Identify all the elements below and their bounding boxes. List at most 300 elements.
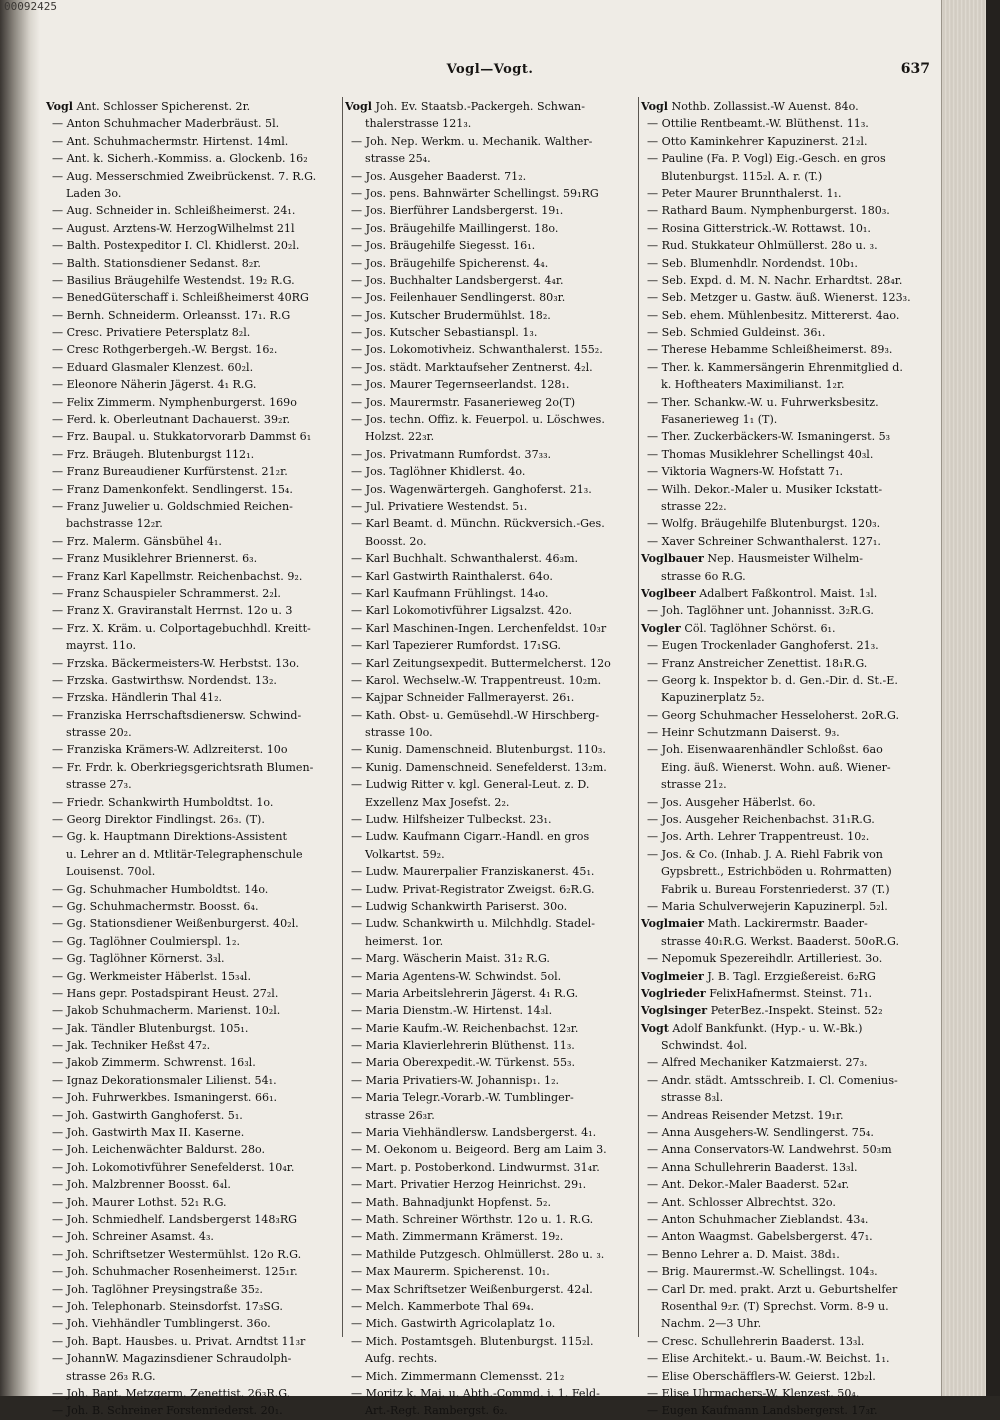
entry-text: Maria Schulverwejerin Kapuzinerpl. 5₂l. [661, 899, 888, 913]
entry-text: Ludw. Hilfsheizer Tulbeckst. 23₁. [365, 813, 552, 827]
entry-text: Rosina Gitterstrick.-W. Rottawst. 10₁. [661, 221, 871, 235]
entry-text: Joh. Viehhändler Tumblingerst. 36o. [66, 1317, 271, 1331]
directory-entry [46, 307, 336, 324]
directory-entry [345, 133, 635, 150]
entry-text: Jos. Buchhalter Landsbergerst. 4₄r. [365, 273, 564, 287]
entry-text: Melch. Kammerbote Thal 69₄. [365, 1299, 534, 1313]
directory-entry [345, 1246, 635, 1263]
entry-text: Schwindst. 4ol. [661, 1039, 748, 1053]
directory-entry [345, 985, 635, 1002]
directory-entry [345, 550, 635, 567]
entry-text: Ludw. Kaufmann Cigarr.-Handl. en gros [365, 830, 590, 844]
directory-entry [641, 237, 931, 254]
entry-text: mayrst. 11o. [66, 639, 137, 653]
entry-text: Jos. Ausgeher Reichenbachst. 31₁R.G. [661, 813, 875, 827]
entry-text: Jos. Privatmann Rumfordst. 37₃₃. [365, 447, 552, 461]
directory-entry [345, 759, 635, 776]
entry-text: Ludw. Maurerpalier Franziskanerst. 45₁. [365, 865, 595, 879]
entry-text: Fr. Frdr. k. Oberkriegsgerichtsrath Blumen- [66, 760, 314, 774]
entry-text: Jos. Lokomotivheiz. Schwanthalerst. 155₂. [365, 343, 603, 357]
entry-text: Seb. Metzger u. Gastw. äuß. Wienerst. 123₃. [661, 291, 911, 305]
entry-text: Xaver Schreiner Schwanthalerst. 127₁. [661, 534, 881, 548]
entry-text: Exzellenz Max Josefst. 2₂. [365, 795, 510, 809]
entry-text: Max Maurerm. Spicherenst. 10₁. [365, 1265, 550, 1279]
entry-text: Elise Architekt.- u. Baum.-W. Beichst. 1₁. [661, 1352, 890, 1366]
entry-text: strasse 10o. [365, 726, 433, 740]
directory-entry [345, 776, 635, 793]
entry-continuation [46, 863, 336, 880]
directory-entry [46, 950, 336, 967]
entry-text: Ludwig Ritter v. kgl. General-Leut. z. D. [365, 778, 590, 792]
directory-entry [641, 481, 931, 498]
directory-entry [345, 637, 635, 654]
entry-text: Rathard Baum. Nymphenburgerst. 180₃. [661, 204, 890, 218]
directory-entry [641, 1350, 931, 1367]
entry-text: Cresc Rothgerbergeh.-W. Bergst. 16₂. [66, 343, 278, 357]
entry-text: Seb. ehem. Mühlenbesitz. Mittererst. 4ao. [661, 308, 900, 322]
directory-entry [345, 1089, 635, 1106]
entry-text: Joh. Schmiedhelf. Landsbergerst 148₃RG [66, 1213, 298, 1226]
entry-text: Joh. Ev. Staatsb.-Packergeh. Schwan- [375, 100, 585, 113]
entry-text: Ant. Schlosser Albrechtst. 32o. [661, 1195, 836, 1209]
entry-text: Franz Anstreicher Zenettist. 18₁R.G. [661, 656, 868, 670]
entry-text: Ther. k. Kammersängerin Ehrenmitglied d. [661, 360, 903, 374]
entry-text: Jos. Bräugehilfe Spicherenst. 4₄. [365, 256, 549, 270]
entry-surname: Voglrieder [641, 986, 706, 1000]
directory-entry [345, 463, 635, 480]
directory-entry [345, 898, 635, 915]
directory-entry [46, 1054, 336, 1071]
directory-entry [641, 1263, 931, 1280]
directory-entry [46, 550, 336, 567]
entry-text: Marg. Wäscherin Maist. 31₂ R.G. [365, 952, 550, 966]
entry-text: Karol. Wechselw.-W. Trappentreust. 10₂m. [365, 673, 602, 687]
directory-entry [345, 950, 635, 967]
directory-entry [641, 550, 931, 567]
directory-entry [345, 1176, 635, 1193]
entry-surname: Voglbeer [641, 586, 696, 600]
directory-entry [345, 689, 635, 706]
directory-entry [345, 411, 635, 428]
directory-entry [46, 1194, 336, 1211]
entry-surname: Voglmeier [641, 969, 704, 983]
entry-continuation [46, 637, 336, 654]
directory-entry [641, 220, 931, 237]
directory-entry [46, 759, 336, 776]
entry-text: Bernh. Schneiderm. Orleansst. 17₁. R.G [66, 308, 291, 322]
entry-text: Joh. Schuhmacher Rosenheimerst. 125₁r. [66, 1265, 298, 1279]
directory-entry [345, 1298, 635, 1315]
directory-entry [345, 341, 635, 358]
directory-entry [46, 1107, 336, 1124]
directory-entry [345, 324, 635, 341]
directory-entry [46, 1350, 336, 1367]
directory-entry [345, 741, 635, 758]
directory-entry [46, 376, 336, 393]
directory-entry [345, 1002, 635, 1019]
entry-text: Math. Schreiner Wörthstr. 12o u. 1. R.G. [365, 1213, 594, 1226]
directory-entry [345, 585, 635, 602]
directory-entry [345, 1263, 635, 1280]
directory-entry [345, 602, 635, 619]
directory-entry [46, 1089, 336, 1106]
entry-text: strasse 21₂. [661, 778, 727, 792]
directory-entry [641, 741, 931, 758]
entry-text: Seb. Schmied Guldeinst. 36₁. [661, 326, 826, 340]
directory-entry [641, 898, 931, 915]
entry-text: Anton Schuhmacher Maderbräust. 5l. [66, 117, 280, 131]
entry-text: Joh. Maurer Lothst. 52₁ R.G. [66, 1195, 227, 1209]
entry-text: heimerst. 1or. [365, 934, 444, 948]
entry-text: Mart. Privatier Herzog Heinrichst. 29₁. [365, 1178, 587, 1192]
directory-entry [46, 115, 336, 132]
directory-entry [641, 1176, 931, 1193]
entry-text: Franziska Herrschaftsdienersw. Schwind- [66, 708, 302, 722]
directory-entry [641, 515, 931, 532]
entry-text: Franz Damenkonfekt. Sendlingerst. 15₄. [66, 482, 293, 496]
entry-text: Holzst. 22₃r. [365, 430, 435, 444]
directory-entry [46, 1281, 336, 1298]
entry-continuation [46, 185, 336, 202]
page-header [40, 62, 940, 86]
directory-entry [46, 1176, 336, 1193]
directory-entry [641, 620, 931, 637]
entry-text: Joh. Eisenwaarenhändler Schloßst. 6ao [661, 743, 883, 757]
entry-text: Mich. Zimmermann Clemensst. 21₂ [365, 1369, 565, 1383]
directory-entry [345, 1141, 635, 1158]
entry-text: strasse 27₃. [66, 778, 132, 792]
directory-entry [46, 1402, 336, 1419]
entry-text: strasse 26₃r. [365, 1108, 435, 1122]
entry-text: Rosenthal 9₂r. (T) Sprechst. Vorm. 8-9 u. [661, 1299, 889, 1313]
directory-entry [46, 794, 336, 811]
directory-entry [345, 185, 635, 202]
entry-text: Frzska. Gastwirthsw. Nordendst. 13₂. [66, 673, 277, 687]
entry-text: Franz Juwelier u. Goldschmied Reichen- [66, 499, 293, 513]
directory-entry [641, 1211, 931, 1228]
entry-text: Frz. X. Kräm. u. Colportagebuchhdl. Kreitt- [66, 621, 311, 635]
entry-text: Joh. Fuhrwerkbes. Ismaningerst. 66₁. [66, 1091, 278, 1105]
directory-entry [641, 289, 931, 306]
entry-continuation [345, 794, 635, 811]
column-rule [342, 97, 343, 1337]
entry-text: Frz. Bräugeh. Blutenburgst 112₁. [66, 447, 255, 461]
entry-text: Anton Waagmst. Gabelsbergerst. 47₁. [661, 1230, 873, 1244]
entry-text: Jak. Tändler Blutenburgst. 105₁. [66, 1021, 249, 1035]
entry-text: Ludwig Schankwirth Pariserst. 30o. [365, 899, 568, 913]
entry-text: Laden 3o. [66, 186, 122, 200]
directory-entry [345, 707, 635, 724]
entry-text: Andreas Reisender Metzst. 19₁r. [661, 1108, 844, 1122]
entry-text: Jakob Schuhmacherm. Marienst. 10₂l. [66, 1004, 281, 1018]
directory-entry [46, 220, 336, 237]
entry-text: Max Schriftsetzer Weißenburgerst. 42₄l. [365, 1282, 593, 1296]
entry-text: Gg. Schuhmachermstr. Boosst. 6₄. [66, 899, 259, 913]
entry-text: Nothb. Zollassist.-W Auenst. 84o. [671, 100, 859, 113]
entry-text: Peter Maurer Brunnthalerst. 1₁. [661, 186, 842, 200]
entry-text: Jos. Arth. Lehrer Trappentreust. 10₂. [661, 830, 870, 844]
entry-text: Frzska. Händlerin Thal 41₂. [66, 691, 223, 705]
directory-entry [641, 1385, 931, 1402]
directory-entry [46, 394, 336, 411]
entry-text: Frz. Malerm. Gänsbühel 4₁. [66, 534, 222, 548]
entry-continuation [641, 568, 931, 585]
directory-entry [46, 341, 336, 358]
entry-text: Jos. Wagenwärtergeh. Ganghoferst. 21₃. [365, 482, 592, 496]
directory-entry [641, 1020, 931, 1037]
directory-entry [345, 1037, 635, 1054]
entry-continuation [345, 1350, 635, 1367]
entry-continuation [641, 1298, 931, 1315]
entry-text: Kajpar Schneider Fallmerayerst. 26₁. [365, 691, 575, 705]
entry-text: Art.-Regt. Rambergst. 6₂. [365, 1404, 508, 1418]
directory-entry [641, 533, 931, 550]
entry-text: Franz X. Graviranstalt Herrnst. 12o u. 3 [66, 604, 293, 618]
directory-entry [46, 1211, 336, 1228]
entry-continuation [641, 498, 931, 515]
entry-text: Ant. Dekor.-Maler Baaderst. 52₄r. [661, 1178, 850, 1192]
entry-text: Ludw. Schankwirth u. Milchhdlg. Stadel- [365, 917, 595, 931]
directory-entry [641, 1368, 931, 1385]
entry-text: Kath. Obst- u. Gemüsehdl.-W Hirschberg- [365, 708, 600, 722]
directory-entry [641, 1194, 931, 1211]
entry-text: Jos. Bräugehilfe Maillingerst. 18o. [365, 221, 559, 235]
directory-entry [345, 672, 635, 689]
directory-entry [345, 481, 635, 498]
entry-text: Jakob Zimmerm. Schwrenst. 16₃l. [66, 1056, 256, 1070]
running-title: Vogl—Vogt. [446, 62, 534, 77]
directory-entry [46, 1333, 336, 1350]
directory-entry [641, 794, 931, 811]
directory-entry [641, 1402, 931, 1419]
directory-entry [46, 463, 336, 480]
directory-entry [345, 376, 635, 393]
entry-continuation [641, 1089, 931, 1106]
entry-text: Maria Klavierlehrerin Blüthenst. 11₃. [365, 1039, 575, 1053]
entry-continuation [46, 724, 336, 741]
entry-text: Jos. pens. Bahnwärter Schellingst. 59₁RG [365, 186, 599, 200]
entry-text: Ignaz Dekorationsmaler Lilienst. 54₁. [66, 1073, 277, 1087]
scan-id: 00092425 [4, 0, 57, 13]
directory-entry [46, 968, 336, 985]
entry-text: Jos. städt. Marktaufseher Zentnerst. 4₂l. [365, 360, 593, 374]
directory-entry [46, 168, 336, 185]
entry-text: Jos. Kutscher Brudermühlst. 18₂. [365, 308, 551, 322]
entry-text: strasse 6o R.G. [661, 569, 746, 583]
directory-entry [46, 98, 336, 115]
directory-column-2 [345, 98, 635, 1420]
column-rule [638, 97, 639, 1337]
directory-entry [46, 1228, 336, 1245]
directory-entry [345, 811, 635, 828]
directory-entry [46, 620, 336, 637]
entry-text: Georg Schuhmacher Hesseloherst. 2oR.G. [661, 708, 900, 722]
directory-entry [345, 394, 635, 411]
entry-text: Hans gepr. Postadspirant Heust. 27₂l. [66, 986, 279, 1000]
entry-text: Seb. Expd. d. M. N. Nachr. Erhardtst. 28₄r. [661, 273, 903, 287]
entry-text: Gg. Taglöhner Körnerst. 3₃l. [66, 952, 225, 966]
entry-text: Joh. B. Schreiner Forstenriederst. 20₁. [66, 1404, 283, 1418]
entry-text: thalerstrasse 121₃. [365, 117, 472, 131]
entry-text: Anna Conservators-W. Landwehrst. 50₃m [661, 1143, 892, 1157]
directory-entry [46, 255, 336, 272]
entry-text: Ottilie Rentbeamt.-W. Blüthenst. 11₃. [661, 117, 869, 131]
directory-entry [46, 359, 336, 376]
entry-text: Felix Zimmerm. Nymphenburgerst. 169o [66, 395, 297, 409]
entry-text: Gg. Schuhmacher Humboldtst. 14o. [66, 882, 269, 896]
directory-entry [46, 411, 336, 428]
directory-entry [641, 255, 931, 272]
entry-text: Frzska. Bäckermeisters-W. Herbstst. 13o. [66, 656, 300, 670]
directory-entry [641, 846, 931, 863]
directory-entry [641, 1072, 931, 1089]
directory-entry [46, 1159, 336, 1176]
directory-entry [46, 289, 336, 306]
entry-text: Karl Buchhalt. Schwanthalerst. 46₃m. [365, 552, 579, 566]
directory-entry [345, 359, 635, 376]
entry-text: Kunig. Damenschneid. Senefelderst. 13₂m. [365, 760, 607, 774]
entry-text: Alfred Mechaniker Katzmaierst. 27₃. [661, 1056, 868, 1070]
directory-entry [345, 828, 635, 845]
entry-text: Cresc. Privatiere Petersplatz 8₂l. [66, 326, 251, 340]
directory-entry [641, 724, 931, 741]
entry-text: Jos. Ausgeher Häberlst. 6o. [661, 795, 816, 809]
entry-text: Mich. Gastwirth Agricolaplatz 1o. [365, 1317, 556, 1331]
entry-text: Therese Hebamme Schleißheimerst. 89₃. [661, 343, 893, 357]
directory-entry [46, 655, 336, 672]
entry-text: Aug. Messerschmied Zweibrückenst. 7. R.G. [66, 169, 317, 183]
directory-entry [641, 150, 931, 167]
entry-text: Joh. Taglöhner Preysingstraße 35₂. [66, 1282, 263, 1296]
directory-entry [46, 1141, 336, 1158]
entry-text: Fabrik u. Bureau Forstenriederst. 37 (T.) [661, 882, 890, 896]
entry-text: Maria Telegr.-Vorarb.-W. Tumblinger- [365, 1091, 574, 1105]
directory-entry [46, 1072, 336, 1089]
entry-text: Joh. Schreiner Asamst. 4₃. [66, 1230, 214, 1244]
directory-entry [641, 585, 931, 602]
entry-text: Eugen Kaufmann Landsbergerst. 17₃r. [661, 1404, 878, 1418]
entry-text: Joh. Nep. Werkm. u. Mechanik. Walther- [365, 134, 593, 148]
entry-continuation [345, 724, 635, 741]
directory-entry [345, 1194, 635, 1211]
entry-text: Math. Zimmermann Krämerst. 19₂. [365, 1230, 564, 1244]
entry-text: Eugen Trockenlader Ganghoferst. 21₃. [661, 639, 879, 653]
entry-text: Nepomuk Spezereihdlr. Artilleriest. 3o. [661, 952, 883, 966]
directory-entry [46, 533, 336, 550]
entry-continuation [641, 411, 931, 428]
entry-text: Maria Viehhändlersw. Landsbergerst. 4₁. [365, 1126, 597, 1140]
entry-continuation [641, 1315, 931, 1332]
entry-text: Ludw. Privat-Registrator Zweigst. 6₂R.G. [365, 882, 595, 896]
entry-text: Carl Dr. med. prakt. Arzt u. Geburtshelfer [661, 1282, 898, 1296]
entry-text: Viktoria Wagners-W. Hofstatt 7₁. [661, 465, 844, 479]
entry-text: Karl Beamt. d. Münchn. Rückversich.-Ges. [365, 517, 605, 531]
directory-entry [641, 1228, 931, 1245]
directory-entry [46, 498, 336, 515]
directory-entry [345, 1385, 635, 1402]
entry-text: Joh. Bapt. Hausbes. u. Privat. Arndtst 11₃r [66, 1334, 306, 1348]
directory-entry [46, 1315, 336, 1332]
entry-text: Moritz k. Maj. u. Abth.-Commd. i. 1. Feld- [365, 1386, 600, 1400]
directory-entry [641, 985, 931, 1002]
directory-entry [641, 202, 931, 219]
entry-text: Joh. Schriftsetzer Westermühlst. 12o R.G. [66, 1247, 302, 1261]
directory-entry [345, 881, 635, 898]
entry-surname: Voglmaier [641, 917, 705, 931]
entry-text: Ant. Schuhmachermstr. Hirtenst. 14ml. [66, 134, 289, 148]
entry-continuation [46, 776, 336, 793]
directory-entry [46, 1298, 336, 1315]
directory-entry [46, 150, 336, 167]
entry-text: Marie Kaufm.-W. Reichenbachst. 12₃r. [365, 1021, 579, 1035]
directory-entry [46, 1385, 336, 1402]
entry-continuation [641, 881, 931, 898]
directory-entry [641, 655, 931, 672]
entry-surname: Vogler [641, 621, 681, 635]
entry-text: Adolf Bankfunkt. (Hyp.- u. W.-Bk.) [672, 1021, 863, 1035]
entry-text: Wolfg. Bräugehilfe Blutenburgst. 120₃. [661, 517, 881, 531]
entry-text: Jos. Taglöhner Khidlerst. 4o. [365, 465, 526, 479]
entry-text: JohannW. Magazinsdiener Schraudolph- [66, 1352, 292, 1366]
entry-text: Joh. Leichenwächter Baldurst. 28o. [66, 1143, 266, 1157]
directory-entry [46, 689, 336, 706]
entry-text: Georg Direktor Findlingst. 26₃. (T). [66, 813, 265, 827]
entry-text: Louisenst. 70ol. [66, 865, 156, 879]
entry-text: Basilius Bräugehilfe Westendst. 19₂ R.G. [66, 273, 295, 287]
entry-text: Franziska Krämers-W. Adlzreiterst. 10o [66, 743, 288, 757]
directory-entry [46, 1263, 336, 1280]
directory-entry [345, 1281, 635, 1298]
directory-entry [345, 1124, 635, 1141]
entry-text: Karl Tapezierer Rumfordst. 17₁SG. [365, 639, 561, 653]
entry-text: Joh. Gastwirth Max II. Kaserne. [66, 1126, 245, 1140]
entry-text: Heinr Schutzmann Daiserst. 9₃. [661, 726, 840, 740]
entry-text: Joh. Telephonarb. Steinsdorfst. 17₃SG. [66, 1299, 283, 1313]
directory-entry [641, 950, 931, 967]
entry-text: Karl Lokomotivführer Ligsalzst. 42o. [365, 604, 572, 618]
entry-text: Gypsbrett., Estrichböden u. Rohrmatten) [661, 865, 892, 879]
entry-text: Seb. Blumenhdlr. Nordendst. 10b₁. [661, 256, 858, 270]
entry-text: Joh. Malzbrenner Boosst. 6₄l. [66, 1178, 231, 1192]
entry-text: Nachm. 2—3 Uhr. [661, 1317, 762, 1331]
entry-text: Joh. Taglöhner unt. Johannisst. 3₂R.G. [661, 604, 874, 618]
entry-text: Elise Uhrmachers-W. Klenzest. 50₄. [661, 1386, 860, 1400]
entry-text: Mich. Postamtsgeh. Blutenburgst. 115₂l. [365, 1334, 594, 1348]
entry-text: Ther. Schankw.-W. u. Fuhrwerksbesitz. [661, 395, 879, 409]
directory-entry [46, 933, 336, 950]
entry-text: Math. Bahnadjunkt Hopfenst. 5₂. [365, 1195, 551, 1209]
entry-text: Jos. Maurer Tegernseerlandst. 128₁. [365, 378, 570, 392]
entry-continuation [641, 759, 931, 776]
entry-text: Cöl. Taglöhner Schörst. 6₁. [684, 621, 836, 635]
entry-text: Maria Privatiers-W. Johannisp₁. 1₂. [365, 1073, 560, 1087]
directory-entry [641, 637, 931, 654]
directory-entry [46, 898, 336, 915]
entry-text: Eduard Glasmaler Klenzest. 60₂l. [66, 360, 254, 374]
entry-text: Joh. Gastwirth Ganghoferst. 5₁. [66, 1108, 243, 1122]
entry-text: Jos. & Co. (Inhab. J. A. Riehl Fabrik von [661, 847, 883, 861]
entry-text: Maria Arbeitslehrerin Jägerst. 4₁ R.G. [365, 986, 579, 1000]
directory-entry [641, 915, 931, 932]
directory-entry [345, 220, 635, 237]
entry-text: Joh. Lokomotivführer Senefelderst. 10₄r. [66, 1160, 295, 1174]
entry-text: Karl Zeitungsexpedit. Buttermelcherst. 12o [365, 656, 611, 670]
entry-text: Eleonore Näherin Jägerst. 4₁ R.G. [66, 378, 257, 392]
directory-entry [345, 968, 635, 985]
directory-entry [46, 828, 336, 845]
directory-entry [46, 672, 336, 689]
directory-entry [345, 620, 635, 637]
